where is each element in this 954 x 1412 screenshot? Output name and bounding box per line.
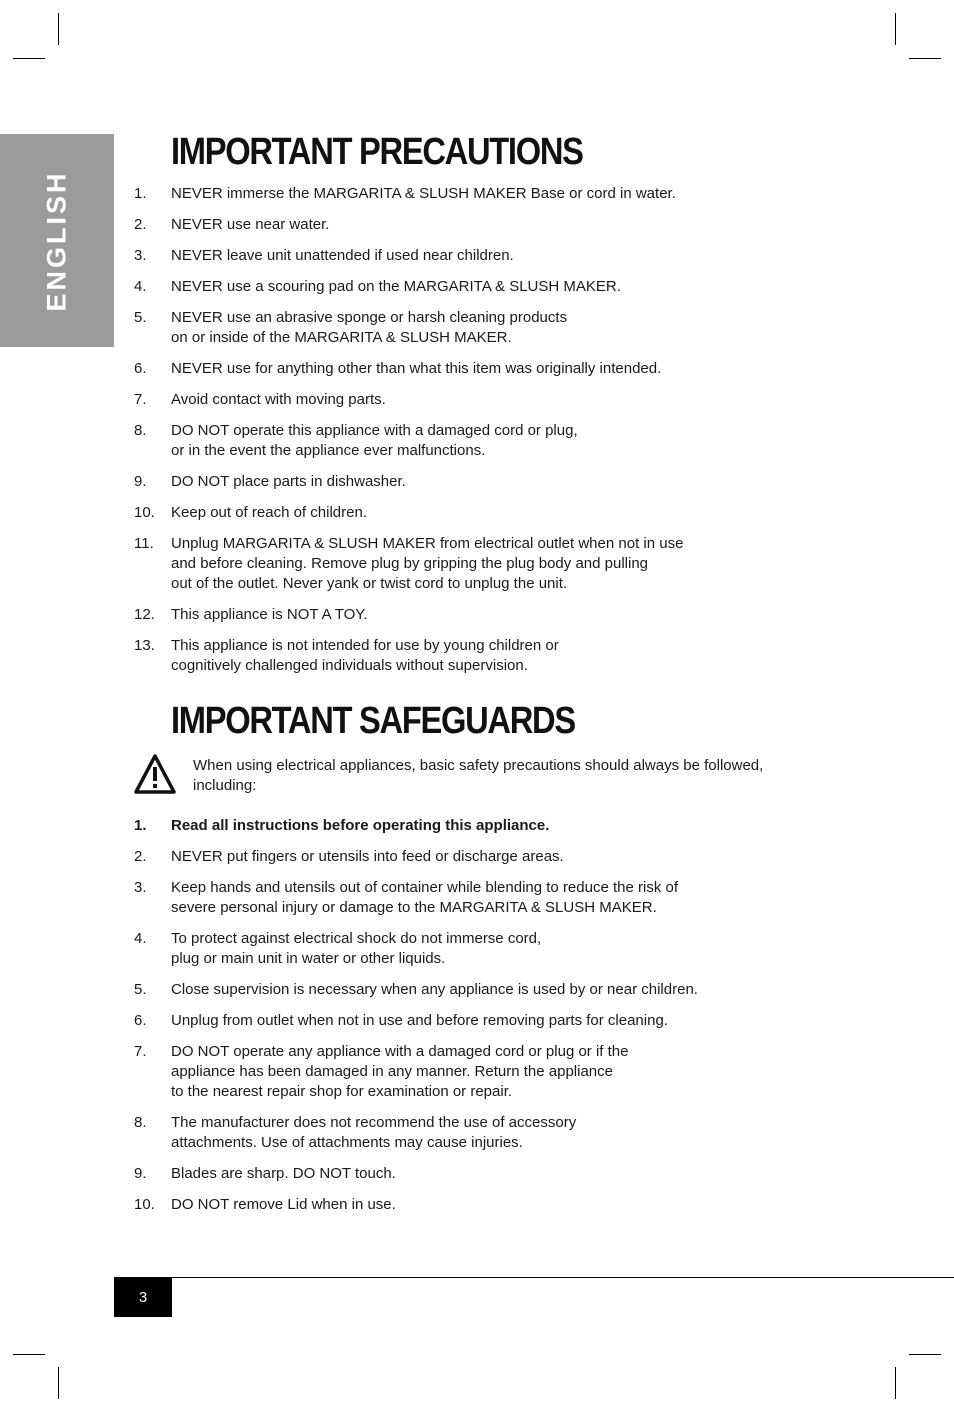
safeguard-item-text: Close supervision is necessary when any appliance is used by or near children. [171,981,698,998]
footer-rule [114,1277,954,1278]
precaution-item-number: 9. [134,473,147,490]
language-tab-label: ENGLISH [41,169,72,312]
crop-mark [895,1367,896,1399]
safeguard-item-number: 7. [134,1043,147,1060]
precaution-item-text: DO NOT place parts in dishwasher. [171,473,406,490]
precaution-item-text: NEVER use a scouring pad on the MARGARITA & SLUSH MAKER. [171,278,621,295]
safeguards-title: IMPORTANT SAFEGUARDS [171,700,575,742]
safeguard-item-number: 6. [134,1012,147,1029]
precautions-title: IMPORTANT PRECAUTIONS [171,131,583,173]
warning-triangle-icon [133,753,177,795]
safeguard-item-text: NEVER put fingers or utensils into feed or discharge areas. [171,848,564,865]
safeguard-item-number: 1. [134,817,147,834]
safeguard-item-number: 8. [134,1114,147,1131]
crop-mark [13,1354,45,1355]
safeguard-item-text: Keep hands and utensils out of container while blending to reduce the risk of severe personal injury or damage to the MARGARITA & SLUSH MAKER. [171,879,678,916]
crop-mark [13,58,45,59]
language-tab [0,134,114,347]
safeguard-item-text: DO NOT operate any appliance with a damaged cord or plug or if the appliance has been damaged in any manner. Return the appliance to the nearest repair shop for examination or repair. [171,1043,629,1100]
precaution-item-number: 8. [134,422,147,439]
precaution-item-number: 10. [134,504,155,521]
safeguard-item-number: 5. [134,981,147,998]
precaution-item-number: 5. [134,309,147,326]
page-number: 3 [114,1278,172,1317]
precaution-item-text: This appliance is not intended for use by young children or cognitively challenged individuals without supervision. [171,637,559,674]
precaution-item-number: 2. [134,216,147,233]
safeguard-item-number: 10. [134,1196,155,1213]
crop-mark [895,13,896,45]
precaution-item-number: 1. [134,185,147,202]
precaution-item-text: NEVER leave unit unattended if used near children. [171,247,514,264]
crop-mark [909,1354,941,1355]
precaution-item-text: Unplug MARGARITA & SLUSH MAKER from electrical outlet when not in use and before cleaning. Remove plug by gripping the plug body and pulling out of the outlet. Never yank or twist cord to unplug the unit. [171,535,684,592]
safeguard-item-number: 2. [134,848,147,865]
precaution-item-number: 11. [134,535,154,552]
crop-mark [909,58,941,59]
precaution-item-number: 12. [134,606,155,623]
precaution-item-text: Avoid contact with moving parts. [171,391,386,408]
safeguard-item-number: 4. [134,930,147,947]
precaution-item-text: NEVER use near water. [171,216,330,233]
precaution-item-number: 4. [134,278,147,295]
safeguard-item-text: Read all instructions before operating this appliance. [171,817,550,834]
safeguards-intro: When using electrical appliances, basic safety precautions should always be followed, including: [193,757,764,794]
safeguard-item-text: Unplug from outlet when not in use and before removing parts for cleaning. [171,1012,668,1029]
crop-mark [58,1367,59,1399]
safeguard-item-text: Blades are sharp. DO NOT touch. [171,1165,396,1182]
precaution-item-text: NEVER use for anything other than what this item was originally intended. [171,360,662,377]
safeguard-item-number: 3. [134,879,147,896]
precaution-item-number: 3. [134,247,147,264]
precaution-item-number: 7. [134,391,147,408]
precaution-item-text: Keep out of reach of children. [171,504,367,521]
crop-mark [58,13,59,45]
safeguard-item-text: To protect against electrical shock do not immerse cord, plug or main unit in water or other liquids. [171,930,542,967]
safeguard-item-number: 9. [134,1165,147,1182]
precaution-item-text: NEVER immerse the MARGARITA & SLUSH MAKER Base or cord in water. [171,185,676,202]
precaution-item-number: 13. [134,637,155,654]
precaution-item-text: DO NOT operate this appliance with a damaged cord or plug, or in the event the appliance ever malfunctions. [171,422,578,459]
precaution-item-text: NEVER use an abrasive sponge or harsh cleaning products on or inside of the MARGARITA & SLUSH MAKER. [171,309,568,346]
safeguard-item-text: DO NOT remove Lid when in use. [171,1196,396,1213]
safeguard-item-text: The manufacturer does not recommend the use of accessory attachments. Use of attachments may cause injuries. [171,1114,577,1151]
precaution-item-text: This appliance is NOT A TOY. [171,606,368,623]
precaution-item-number: 6. [134,360,147,377]
